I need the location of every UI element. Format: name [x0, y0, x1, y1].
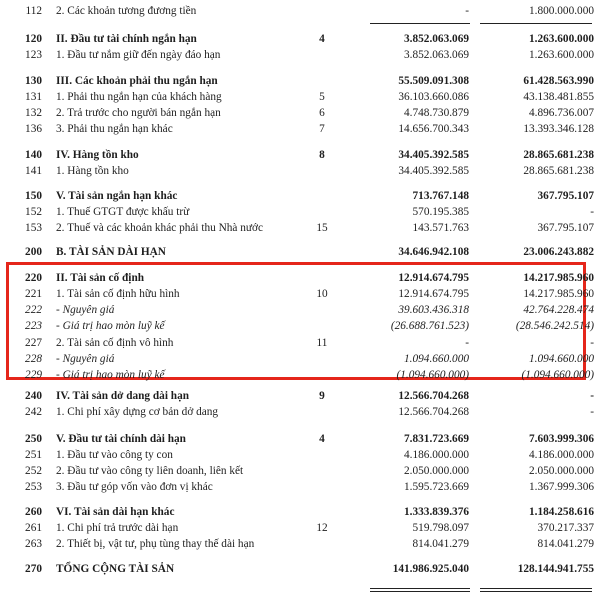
row-label: 2. Đầu tư vào công ty liên doanh, liên kết — [56, 465, 244, 477]
table-row — [0, 163, 600, 179]
row-code: 252 — [25, 465, 42, 477]
row-previous-value: 42.764.228.474 — [523, 304, 594, 316]
total-underline — [480, 591, 592, 592]
row-current-value: 12.566.704.268 — [398, 390, 469, 402]
row-previous-value: 1.800.000.000 — [529, 5, 594, 17]
total-underline — [480, 588, 592, 589]
row-label: 1. Tài sản cố định hữu hình — [56, 288, 180, 300]
row-current-value: (26.688.761.523) — [390, 320, 469, 332]
table-row — [0, 270, 600, 286]
row-previous-value: - — [590, 406, 594, 418]
row-code: 251 — [25, 449, 42, 461]
row-previous-value: 28.865.681.238 — [523, 165, 594, 177]
row-label: - Giá trị hao mòn luỹ kế — [56, 320, 165, 332]
row-note: 15 — [316, 222, 328, 234]
row-current-value: 1.094.660.000 — [404, 353, 469, 365]
row-previous-value: 1.367.999.306 — [529, 481, 594, 493]
row-note: 6 — [319, 107, 325, 119]
row-current-value: 12.566.704.268 — [398, 406, 469, 418]
table-row — [0, 286, 600, 302]
row-current-value: - — [465, 5, 469, 17]
row-current-value: 141.986.925.040 — [392, 563, 469, 575]
row-previous-value: 1.184.258.616 — [529, 506, 594, 518]
table-row — [0, 244, 600, 260]
row-note: 5 — [319, 91, 325, 103]
row-note: 9 — [319, 390, 325, 402]
row-label: 3. Phải thu ngắn hạn khác — [56, 123, 173, 135]
row-label: - Nguyên giá — [56, 353, 115, 365]
row-current-value: 3.852.063.069 — [404, 33, 469, 45]
row-label: 1. Chi phí xây dựng cơ bản dở dang — [56, 406, 219, 418]
row-code: 220 — [25, 272, 42, 284]
row-previous-value: (1.094.660.000) — [521, 369, 594, 381]
row-current-value: 39.603.436.318 — [398, 304, 469, 316]
row-note: 12 — [316, 522, 328, 534]
row-code: 270 — [25, 563, 42, 575]
row-code: 253 — [25, 481, 42, 493]
table-row — [0, 31, 600, 47]
row-code: 123 — [25, 49, 42, 61]
row-code: 242 — [25, 406, 42, 418]
row-label: II. Đầu tư tài chính ngắn hạn — [56, 33, 197, 45]
row-previous-value: - — [590, 390, 594, 402]
row-label: 2. Các khoản tương đương tiền — [56, 5, 197, 17]
total-underline — [370, 23, 470, 24]
row-current-value: 7.831.723.669 — [404, 433, 469, 445]
row-previous-value: - — [590, 206, 594, 218]
row-label: 3. Đầu tư góp vốn vào đơn vị khác — [56, 481, 213, 493]
row-current-value: 3.852.063.069 — [404, 49, 469, 61]
row-label: 1. Đầu tư nắm giữ đến ngày đáo hạn — [56, 49, 221, 61]
row-current-value: 55.509.091.308 — [398, 75, 469, 87]
row-previous-value: 367.795.107 — [537, 190, 594, 202]
row-previous-value: 1.263.600.000 — [529, 33, 594, 45]
row-label: III. Các khoản phải thu ngắn hạn — [56, 75, 218, 87]
row-previous-value: 13.393.346.128 — [523, 123, 594, 135]
row-current-value: 14.656.700.343 — [398, 123, 469, 135]
row-label: 2. Tài sản cố định vô hình — [56, 337, 174, 349]
row-label: VI. Tài sản dài hạn khác — [56, 506, 175, 518]
row-label: - Giá trị hao mòn luỹ kế — [56, 369, 165, 381]
row-label: 1. Đầu tư vào công ty con — [56, 449, 173, 461]
row-label: IV. Hàng tồn kho — [56, 149, 139, 161]
row-current-value: 12.914.674.795 — [398, 272, 469, 284]
row-code: 261 — [25, 522, 42, 534]
row-code: 229 — [25, 369, 42, 381]
row-label: 2. Thiết bị, vật tư, phụ tùng thay thế dài hạn — [56, 538, 255, 550]
row-code: 263 — [25, 538, 42, 550]
row-previous-value: 128.144.941.755 — [517, 563, 594, 575]
row-label: 2. Trả trước cho người bán ngắn hạn — [56, 107, 221, 119]
table-row — [0, 504, 600, 520]
row-code: 150 — [25, 190, 42, 202]
table-row — [0, 388, 600, 404]
row-current-value: 1.333.839.376 — [404, 506, 469, 518]
row-note: 11 — [316, 337, 328, 349]
row-current-value: 34.405.392.585 — [398, 149, 469, 161]
row-code: 132 — [25, 107, 42, 119]
row-previous-value: 2.050.000.000 — [529, 465, 594, 477]
table-row — [0, 220, 600, 236]
row-code: 200 — [25, 246, 42, 258]
total-underline — [370, 591, 470, 592]
row-label: V. Tài sản ngắn hạn khác — [56, 190, 178, 202]
row-note: 10 — [316, 288, 328, 300]
row-code: 250 — [25, 433, 42, 445]
row-code: 223 — [25, 320, 42, 332]
row-previous-value: 370.217.337 — [537, 522, 594, 534]
row-label: B. TÀI SẢN DÀI HẠN — [56, 246, 166, 258]
row-previous-value: 14.217.985.960 — [523, 272, 594, 284]
table-row — [0, 147, 600, 163]
row-previous-value: - — [590, 337, 594, 349]
row-current-value: 4.748.730.879 — [404, 107, 469, 119]
row-previous-value: 814.041.279 — [537, 538, 594, 550]
row-code: 227 — [25, 337, 42, 349]
row-label: - Nguyên giá — [56, 304, 115, 316]
row-label: 1. Hàng tồn kho — [56, 165, 129, 177]
table-row — [0, 561, 600, 577]
row-previous-value: 1.094.660.000 — [529, 353, 594, 365]
table-row — [0, 536, 600, 552]
row-current-value: 34.646.942.108 — [398, 246, 469, 258]
row-label: V. Đầu tư tài chính dài hạn — [56, 433, 186, 445]
row-note: 4 — [319, 33, 325, 45]
table-row — [0, 367, 600, 383]
table-row — [0, 105, 600, 121]
row-previous-value: 14.217.985.960 — [523, 288, 594, 300]
row-code: 112 — [25, 5, 42, 17]
row-current-value: 519.798.097 — [412, 522, 469, 534]
table-row — [0, 431, 600, 447]
row-code: 153 — [25, 222, 42, 234]
table-row — [0, 89, 600, 105]
row-current-value: 143.571.763 — [412, 222, 469, 234]
row-label: 1. Phải thu ngắn hạn của khách hàng — [56, 91, 222, 103]
row-previous-value: (28.546.242.514) — [515, 320, 594, 332]
row-previous-value: 28.865.681.238 — [523, 149, 594, 161]
row-label: II. Tài sản cố định — [56, 272, 145, 284]
row-code: 131 — [25, 91, 42, 103]
table-row — [0, 335, 600, 351]
row-note: 4 — [319, 433, 325, 445]
row-current-value: 570.195.385 — [412, 206, 469, 218]
row-code: 152 — [25, 206, 42, 218]
row-current-value: 36.103.660.086 — [398, 91, 469, 103]
table-row — [0, 520, 600, 536]
row-current-value: 34.405.392.585 — [398, 165, 469, 177]
row-previous-value: 1.263.600.000 — [529, 49, 594, 61]
row-code: 222 — [25, 304, 42, 316]
table-row — [0, 318, 600, 334]
row-previous-value: 367.795.107 — [537, 222, 594, 234]
row-label: 1. Chi phí trả trước dài hạn — [56, 522, 179, 534]
row-code: 140 — [25, 149, 42, 161]
row-current-value: 4.186.000.000 — [404, 449, 469, 461]
table-row — [0, 73, 600, 89]
table-row — [0, 47, 600, 63]
table-row — [0, 351, 600, 367]
table-row — [0, 447, 600, 463]
row-code: 228 — [25, 353, 42, 365]
total-underline — [370, 588, 470, 589]
row-current-value: 814.041.279 — [412, 538, 469, 550]
row-previous-value: 7.603.999.306 — [529, 433, 594, 445]
row-current-value: 12.914.674.795 — [398, 288, 469, 300]
row-previous-value: 4.896.736.007 — [529, 107, 594, 119]
row-label: IV. Tài sản dở dang dài hạn — [56, 390, 189, 402]
row-current-value: - — [465, 337, 469, 349]
table-row — [0, 463, 600, 479]
row-note: 8 — [319, 149, 325, 161]
row-previous-value: 4.186.000.000 — [529, 449, 594, 461]
row-current-value: 1.595.723.669 — [404, 481, 469, 493]
table-row — [0, 204, 600, 220]
row-code: 130 — [25, 75, 42, 87]
row-code: 240 — [25, 390, 42, 402]
row-previous-value: 23.006.243.882 — [523, 246, 594, 258]
row-code: 221 — [25, 288, 42, 300]
table-row — [0, 404, 600, 420]
row-label: 2. Thuế và các khoản khác phải thu Nhà nước — [56, 222, 264, 234]
table-row — [0, 302, 600, 318]
row-previous-value: 43.138.481.855 — [523, 91, 594, 103]
table-row — [0, 3, 600, 19]
row-current-value: 2.050.000.000 — [404, 465, 469, 477]
row-previous-value: 61.428.563.990 — [523, 75, 594, 87]
row-code: 141 — [25, 165, 42, 177]
table-row — [0, 121, 600, 137]
table-row — [0, 188, 600, 204]
row-code: 136 — [25, 123, 42, 135]
row-code: 260 — [25, 506, 42, 518]
row-current-value: 713.767.148 — [412, 190, 469, 202]
total-underline — [480, 23, 592, 24]
row-label: 1. Thuế GTGT được khấu trừ — [56, 206, 190, 218]
row-code: 120 — [25, 33, 42, 45]
row-current-value: (1.094.660.000) — [396, 369, 469, 381]
table-row — [0, 479, 600, 495]
row-note: 7 — [319, 123, 325, 135]
row-label: TỔNG CỘNG TÀI SẢN — [56, 563, 175, 575]
